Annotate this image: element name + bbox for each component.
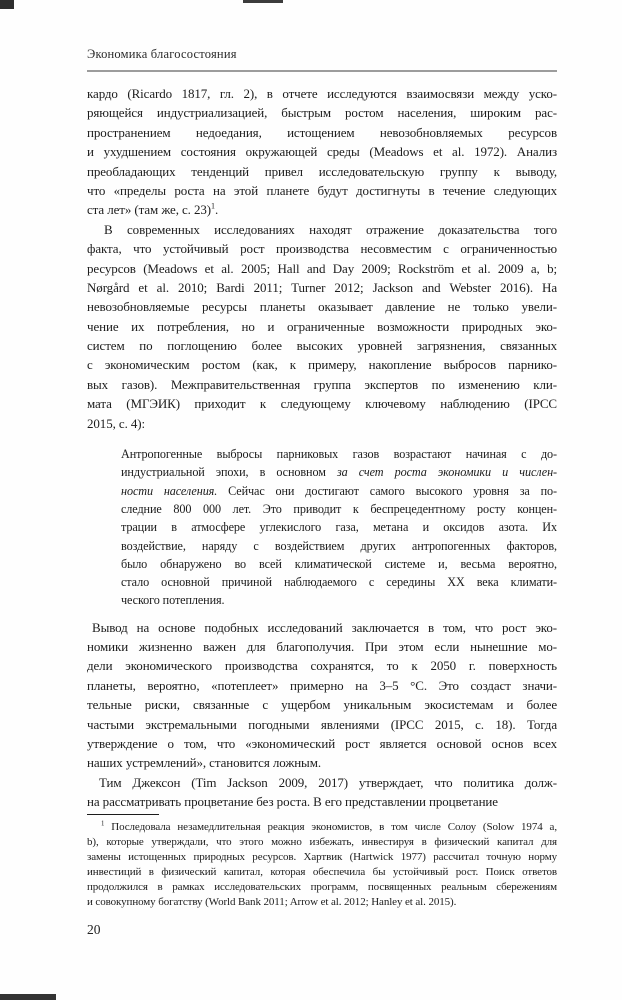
text-line (87, 835, 557, 850)
text-line (87, 181, 557, 200)
text-line (87, 753, 557, 772)
text-segment: ности населения. (121, 483, 218, 498)
text-line (87, 162, 557, 181)
text-segment: Nørgård et al. 2010; Bardi 2011; Turner 2012; Jackson and Webster 2016). На (87, 279, 557, 295)
text-segment: инвестиций в физический капитал, которая обеспечила бы устойчивый рост. Поиск ответов (87, 866, 557, 878)
text-segment: ческого потепления. (121, 593, 225, 608)
text-segment: преобладающих тенденций привел исследовательскую группу к выводу, (87, 163, 557, 179)
text-segment: за счет роста экономики и числен- (336, 465, 557, 480)
text-line (87, 715, 557, 734)
body-column (87, 84, 557, 812)
footnote-separator (87, 814, 159, 815)
text-segment: номики жизненно важен для благополучия. При этом если нынешние мо- (87, 639, 557, 655)
text-line (121, 482, 557, 500)
footnote (87, 820, 557, 910)
scan-artifact-top-left (0, 0, 14, 9)
text-segment: продолжился в рамках исследовательских программ, посвященных реальным сбережениям (87, 881, 557, 893)
text-segment: вых газов). Межправительственная группа экспертов по изменению кли- (87, 376, 557, 392)
text-segment: ряющейся индустриализацией, быстрым ростом населения, широким рас- (87, 105, 557, 121)
text-segment: чение их потребления, но и ограниченные возможности природных эко- (87, 318, 557, 334)
scan-artifact-top-center (243, 0, 283, 3)
text-segment: Вывод на основе подобных исследований заключается в том, что рост эко- (92, 619, 557, 635)
text-segment: частыми экстремальными погодными явлениями (IPCC 2015, с. 18). Тогда (87, 716, 557, 732)
text-line (87, 200, 557, 219)
text-line (121, 500, 557, 518)
text-line (87, 695, 557, 714)
text-line (121, 537, 557, 555)
paragraph (87, 220, 557, 433)
text-line (87, 676, 557, 695)
text-line (87, 394, 557, 413)
text-line (87, 773, 557, 792)
text-segment: и ухудшением состояния окружающей среды (Meadows et al. 1972). Анализ (87, 144, 557, 160)
footnote-marker: 1 (101, 820, 105, 828)
text-segment: факта, что устойчивый рост производства несовместим с ограниченностью (87, 241, 557, 257)
text-segment: систем по поглощению более высоких уровней загрязнения, связанных (87, 338, 557, 354)
text-line (87, 656, 557, 675)
text-segment: кардо (Ricardo 1817, гл. 2), в отчете исследуются взаимосвязи между уско- (87, 86, 557, 101)
text-segment: утверждение о том, что «экономический рост является основой основ всех (87, 736, 557, 752)
text-segment: дели экономического производства сохранятся, то к 2050 г. поверхность (87, 658, 557, 674)
text-segment: что «пределы роста на этой планете будут достигнуты в течение следующих (87, 182, 557, 198)
text-line (87, 637, 557, 656)
text-segment: трации в атмосфере углекислого газа, метана и оксидов азота. Их (121, 520, 557, 535)
text-segment: Тим Джексон (Tim Jackson 2009, 2017) утверждает, что политика долж- (99, 774, 557, 790)
text-line (87, 84, 557, 103)
text-line (87, 123, 557, 142)
text-line (87, 734, 557, 753)
text-line (87, 865, 557, 880)
text-line (87, 142, 557, 161)
text-line (87, 895, 557, 910)
text-segment: b), которые утверждали, что этого можно избежать, инвестируя в физический капитал для (87, 836, 557, 848)
text-segment: В современных исследованиях находят отражение доказательства того (104, 221, 557, 237)
text-segment: Сейчас они достигают самого высокого уровня за по- (217, 483, 557, 498)
text-line (121, 555, 557, 573)
text-segment: следние 800 000 лет. Это приводит к беспрецедентному росту концен- (121, 501, 557, 516)
text-line (87, 618, 557, 637)
text-line (87, 278, 557, 297)
text-segment: индустриальной эпохи, в основном (121, 465, 337, 480)
text-segment: Последовала незамедлительная реакция экономистов, в том числе Солоу (Solow 1974 a, (104, 821, 557, 833)
scan-artifact-bottom-left (0, 994, 56, 1000)
text-line (87, 259, 557, 278)
text-segment: с экономическим ростом (как, к примеру, накопление выбросов парнико- (87, 357, 557, 373)
text-line (87, 792, 557, 811)
text-line (121, 591, 557, 609)
text-line (87, 414, 557, 433)
paragraph (87, 618, 557, 773)
header-rule (87, 70, 557, 72)
text-segment: мата (МГЭИК) приходит к следующему ключевому наблюдению (IPCC (87, 396, 557, 412)
text-line (87, 103, 557, 122)
text-segment: ресурсов (Meadows et al. 2005; Hall and Day 2009; Rockström et al. 2009 a, b; (87, 260, 557, 276)
running-header: Экономика благосостояния (87, 47, 237, 61)
quote-block (121, 445, 557, 610)
text-segment: воздействие, наряду с воздействием других антропогенных факторов, (121, 538, 557, 553)
text-line (121, 463, 557, 481)
text-segment: наших устремлений», становится ложным. (87, 755, 321, 771)
text-line (87, 220, 557, 239)
text-segment: было обнаружено во всей климатической системе и, весьма вероятно, (121, 556, 557, 571)
text-line (87, 297, 557, 316)
text-segment: невозобновляемые ресурсы планеты оказывает давление не только увели- (87, 299, 557, 315)
text-line (121, 518, 557, 536)
text-segment: на рассматривать процветание без роста. В его представлении процветание (87, 794, 498, 810)
text-segment: замены истощенных природных ресурсов. Хартвик (Hartwick 1977) рассчитал точную норму (87, 851, 557, 863)
text-segment: пространением недоедания, истощением невозобновляемых ресурсов (87, 124, 557, 140)
text-line (87, 355, 557, 374)
text-segment: . (214, 202, 219, 218)
text-line (87, 317, 557, 336)
text-line (87, 239, 557, 258)
text-segment: ста лет» (там же, с. 23) (87, 202, 212, 218)
page-number: 20 (87, 922, 101, 937)
text-line (87, 820, 557, 835)
text-line (87, 375, 557, 394)
paragraph (87, 773, 557, 812)
text-line (87, 880, 557, 895)
text-line (87, 850, 557, 865)
text-segment: планеты, вероятно, «потеплеет» примерно на 3–5 °C. Это создаст значи- (87, 677, 557, 693)
text-segment: и совокупному богатству (World Bank 2011; Arrow et al. 2012; Hanley et al. 2015). (87, 896, 457, 908)
text-segment: 2015, с. 4): (87, 415, 146, 431)
text-segment: тельные риски, связанные с ущербом уникальным экосистемам и более (87, 697, 557, 713)
text-segment: стало основной причиной наблюдаемого с середины XX века климати- (121, 575, 557, 590)
footnote-marker: 1 (211, 202, 215, 212)
text-segment: Антропогенные выбросы парниковых газов возрастают начиная с до- (121, 447, 557, 462)
text-line (87, 336, 557, 355)
text-line (121, 445, 557, 463)
text-line (121, 573, 557, 591)
paragraph (87, 84, 557, 220)
